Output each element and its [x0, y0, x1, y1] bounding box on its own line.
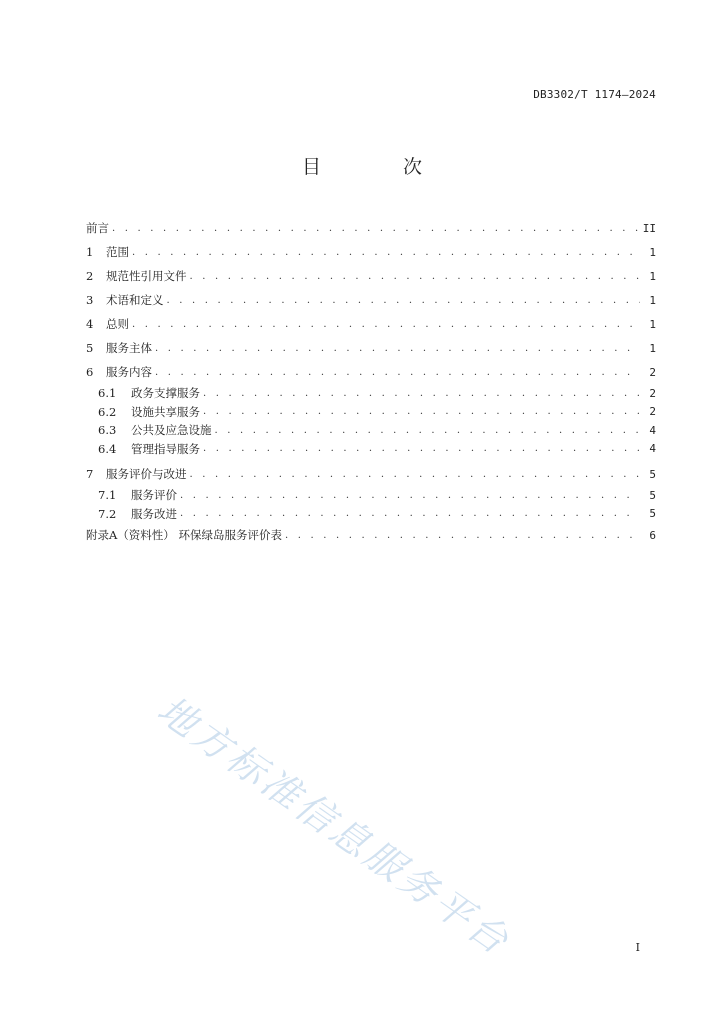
page-title: 目 次: [301, 156, 461, 178]
toc-entry-number: 6.4: [98, 441, 117, 456]
toc-leader-dots: [132, 319, 640, 330]
toc-leader-dots: [203, 406, 640, 417]
toc-entry-page: 2: [649, 405, 656, 419]
watermark-text: 地方标准信息服务平台: [149, 687, 519, 965]
toc-entry-label: 服务主体: [106, 341, 152, 355]
toc-entry-label: 术语和定义: [106, 293, 164, 307]
toc-subentry[interactable]: [86, 403, 656, 422]
toc-leader-dots: [215, 425, 641, 436]
toc-subentry[interactable]: [86, 505, 656, 524]
toc-entry-page: II: [642, 221, 656, 235]
toc-entry-page: 5: [649, 507, 656, 521]
page-number: I: [635, 941, 640, 954]
toc-entry[interactable]: [86, 523, 656, 547]
toc-entry-number: 4: [86, 317, 94, 331]
toc-entry[interactable]: [86, 360, 656, 384]
toc-entry-number: 1: [86, 245, 94, 259]
toc-entry-label: 范围: [106, 245, 129, 259]
toc-entry[interactable]: [86, 288, 656, 312]
toc-entry-page: 1: [649, 245, 656, 259]
table-of-contents: [86, 216, 656, 547]
toc-entry-page: 4: [649, 442, 656, 456]
toc-entry-number: 7.2: [98, 506, 117, 521]
toc-entry-label: 规范性引用文件: [106, 269, 187, 283]
document-code: DB3302/T 1174—2024: [533, 88, 656, 101]
toc-entry-label: 政务支撑服务: [131, 386, 200, 401]
toc-entry-label: 设施共享服务: [131, 404, 200, 419]
toc-entry-label: 服务评价: [131, 488, 177, 503]
toc-leader-dots: [203, 388, 640, 399]
toc-leader-dots: [180, 508, 640, 519]
toc-entry-page: 1: [649, 269, 656, 283]
toc-leader-dots: [167, 295, 641, 306]
toc-entry-page: 6: [649, 528, 656, 542]
toc-entry-number: 7.1: [98, 488, 117, 503]
toc-entry-label: 总则: [106, 317, 129, 331]
toc-leader-dots: [190, 469, 641, 480]
toc-subentry[interactable]: [86, 440, 656, 459]
toc-entry-label: 前言: [86, 221, 109, 235]
toc-leader-dots: [132, 247, 640, 258]
toc-entry-number: 2: [86, 269, 94, 283]
toc-leader-dots: [112, 223, 640, 234]
toc-subentry[interactable]: [86, 421, 656, 440]
toc-entry-page: 2: [649, 386, 656, 400]
toc-entry[interactable]: [86, 216, 656, 240]
toc-entry-number: 7: [86, 467, 94, 481]
toc-entry-page: 2: [649, 365, 656, 379]
toc-entry-page: 4: [649, 423, 656, 437]
toc-entry-label: 服务评价与改进: [106, 467, 187, 481]
toc-leader-dots: [203, 443, 640, 454]
toc-entry-page: 1: [649, 293, 656, 307]
toc-leader-dots: [190, 271, 641, 282]
toc-leader-dots: [155, 367, 640, 378]
toc-entry-page: 5: [649, 488, 656, 502]
toc-entry[interactable]: [86, 312, 656, 336]
toc-entry[interactable]: [86, 462, 656, 486]
toc-subentry[interactable]: [86, 486, 656, 505]
toc-entry-label: 服务内容: [106, 365, 152, 379]
toc-entry-number: 6.2: [98, 404, 117, 419]
toc-leader-dots: [155, 343, 640, 354]
toc-entry-page: 1: [649, 317, 656, 331]
toc-entry-label: 管理指导服务: [131, 441, 200, 456]
toc-entry-page: 1: [649, 341, 656, 355]
toc-entry-number: 6: [86, 365, 94, 379]
toc-subentry[interactable]: [86, 384, 656, 403]
toc-leader-dots: [180, 490, 640, 501]
toc-entry-number: 6.1: [98, 386, 117, 401]
toc-entry[interactable]: [86, 264, 656, 288]
toc-entry-number: 3: [86, 293, 94, 307]
toc-entry-label: 附录A（资料性） 环保绿岛服务评价表: [86, 528, 282, 542]
toc-entry-number: 6.3: [98, 423, 117, 438]
toc-leader-dots: [285, 530, 640, 541]
toc-entry-label: 服务改进: [131, 506, 177, 521]
toc-entry-number: 5: [86, 341, 94, 355]
toc-entry[interactable]: [86, 240, 656, 264]
toc-entry-label: 公共及应急设施: [131, 423, 212, 438]
toc-entry[interactable]: [86, 336, 656, 360]
toc-entry-page: 5: [649, 467, 656, 481]
